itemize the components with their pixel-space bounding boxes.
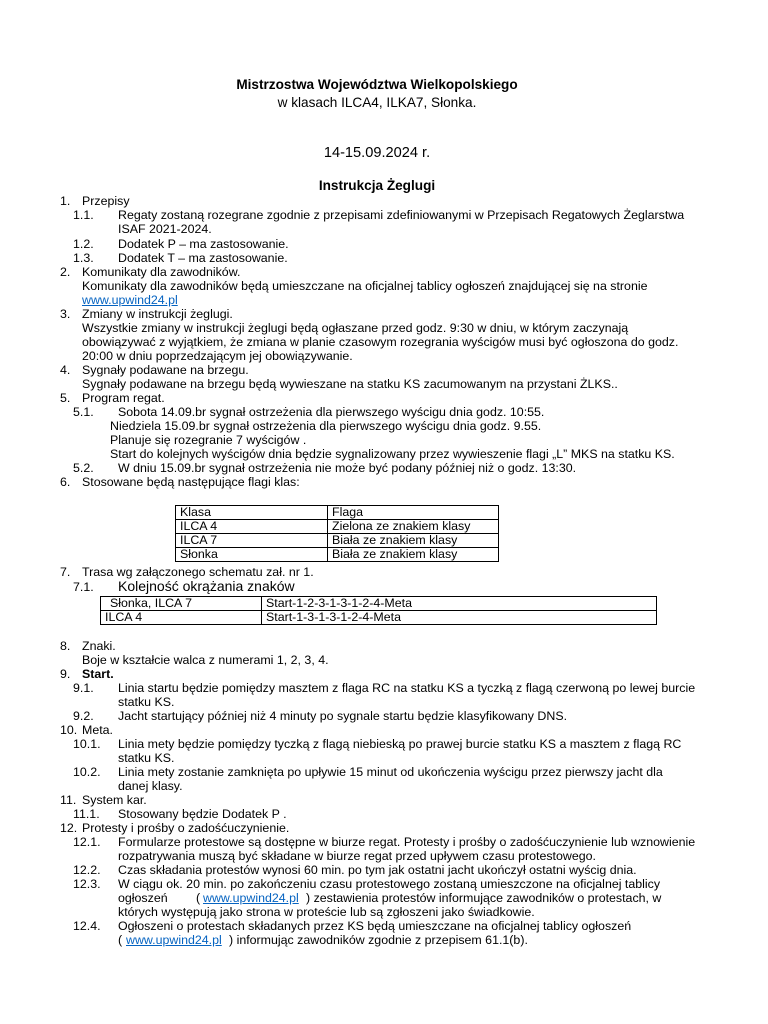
table-cell: Biała ze znakiem klasy: [328, 534, 499, 548]
sailing-instructions-heading: Instrukcja Żeglugi: [318, 178, 436, 193]
section-title: Sygnały podawane na brzegu.: [82, 363, 249, 377]
item-text: ogłoszeń: [118, 891, 168, 905]
section-title: Komunikaty dla zawodników.: [82, 265, 241, 279]
item-text: Dodatek T – ma zastosowanie.: [118, 251, 288, 265]
section-title: Program regat.: [82, 391, 165, 405]
item-text: W ciągu ok. 20 min. po zakończeniu czasu protestowego zostaną umieszczone na oficjalnej tablicy: [118, 877, 661, 891]
item-text: Start do kolejnych wyścigów dnia będzie sygnalizowany przez wywieszenie flagi „L” MKS na statku KS.: [110, 447, 675, 461]
item-number: 1.2.: [73, 237, 94, 251]
item-text: Linia mety zostanie zamknięta po upływie 15 minut od ukończenia wyścigu przez pierwszy jacht dla: [118, 765, 663, 779]
event-date: 14-15.09.2024 r.: [323, 145, 431, 161]
upwind-link[interactable]: www.upwind24.pl: [82, 293, 178, 307]
table-row: [176, 520, 499, 534]
document-title: Mistrzostwa Województwa Wielkopolskiego: [236, 77, 518, 92]
item-number: 5.2.: [73, 461, 94, 475]
course-table: [100, 596, 657, 625]
section-number: 4.: [60, 363, 71, 377]
table-header-cell: Flaga: [328, 506, 499, 520]
item-number: 12.4.: [73, 919, 101, 933]
item-text: Stosowany będzie Dodatek P .: [118, 807, 287, 821]
table-cell: ILCA 7: [176, 534, 328, 548]
item-number: 9.1.: [73, 681, 94, 695]
section-number: 12.: [60, 821, 78, 835]
section-number: 11.: [60, 793, 77, 807]
item-text: Linia mety będzie pomiędzy tyczką z flagą niebieską po prawej burcie statku KS a masztem z flagą RC: [118, 737, 682, 751]
table-row: [176, 548, 499, 562]
section-text: obowiązywać z wyjątkiem, że zmiana w planie czasowym rozegrania wyścigów musi być ogłoszona do godz.: [82, 335, 679, 349]
section-title: Zmiany w instrukcji żeglugi.: [82, 307, 233, 321]
item-text: (: [118, 933, 123, 947]
section-number: 9.: [60, 667, 71, 681]
section-text: Boje w kształcie walca z numerami 1, 2, 3, 4.: [82, 653, 329, 667]
section-number: 10.: [60, 723, 78, 737]
item-text: W dniu 15.09.br sygnał ostrzeżenia nie może być podany później niż o godz. 13:30.: [118, 461, 577, 475]
section-text: 20:00 w dniu poprzedzającym jej obowiązywanie.: [82, 349, 353, 363]
section-number: 7.: [60, 565, 71, 579]
item-text: rozpatrywania muszą być składane w biurze regat przed upływem czasu protestowego.: [118, 849, 596, 863]
item-text: statku KS.: [118, 695, 175, 709]
table-cell: ILCA 4: [101, 611, 262, 625]
item-number: 11.1.: [73, 807, 100, 821]
section-number: 8.: [60, 639, 71, 653]
item-text: Regaty zostaną rozegrane zgodnie z przepisami zdefiniowanymi w Przepisach Regatowych Żeglarstwa: [118, 208, 685, 222]
item-text: Formularze protestowe są dostępne w biurze regat. Protesty i prośby o zadośćuczynienie lub wznowienie: [118, 835, 696, 849]
item-text: ) zestawienia protestów informujące zawodników o protestach, w: [306, 891, 662, 905]
section-title: Meta.: [82, 723, 113, 737]
item-number: 9.2.: [73, 709, 94, 723]
section-number: 1.: [60, 194, 71, 208]
document-subtitle: w klasach ILCA4, ILKA7, Słonka.: [277, 95, 477, 110]
item-text: których występują jako strona w proteście lub są zgłoszeni jako świadkowie.: [118, 905, 535, 919]
item-number: 10.1.: [73, 737, 101, 751]
item-text: ) informując zawodników zgodnie z przepisem 61.1(b).: [229, 933, 528, 947]
table-cell: Słonka, ILCA 7: [101, 597, 262, 611]
upwind-link[interactable]: www.upwind24.pl: [203, 891, 299, 905]
item-number: 12.3.: [73, 877, 101, 891]
table-cell: Słonka: [176, 548, 328, 562]
item-text: Linia startu będzie pomiędzy masztem z flaga RC na statku KS a tyczką z flagą czerwoną po lewej burcie: [118, 681, 696, 695]
section-title: Przepisy: [82, 194, 130, 208]
table-row: [176, 506, 499, 520]
section-title: Znaki.: [82, 639, 116, 653]
table-cell: Biała ze znakiem klasy: [328, 548, 499, 562]
item-text: Czas składania protestów wynosi 60 min. po tym jak ostatni jacht ukończył ostatni wyścig dnia.: [118, 863, 637, 877]
section-number: 5.: [60, 391, 71, 405]
item-text: danej klasy.: [118, 779, 183, 793]
section-title: Trasa wg załączonego schematu zał. nr 1.: [82, 565, 314, 579]
table-row: [176, 534, 499, 548]
table-cell: ILCA 4: [176, 520, 328, 534]
table-cell: Start-1-3-1-3-1-2-4-Meta: [262, 611, 657, 625]
item-text: Kolejność okrążania znaków: [118, 578, 295, 594]
section-number: 2.: [60, 265, 71, 279]
section-text: Wszystkie zmiany w instrukcji żeglugi będą ogłaszane przed godz. 9:30 w dniu, w którym zaczynają: [82, 321, 629, 335]
section-number: 3.: [60, 307, 71, 321]
class-flags-table: [175, 505, 499, 562]
item-text: Niedziela 15.09.br sygnał ostrzeżenia dla pierwszego wyścigu dnia godz. 9.55.: [110, 419, 542, 433]
table-row: [101, 597, 657, 611]
section-text: Komunikaty dla zawodników będą umieszczane na oficjalnej tablicy ogłoszeń znajdującej się na stronie: [82, 279, 648, 293]
item-text: Ogłoszeni o protestach składanych przez KS będą umieszczane na oficjalnej tablicy ogłoszeń: [118, 919, 632, 933]
item-number: 12.1.: [73, 835, 101, 849]
section-title: Protesty i prośby o zadośćuczynienie.: [82, 821, 290, 835]
item-text: (: [196, 891, 201, 905]
item-text: Dodatek P – ma zastosowanie.: [118, 237, 289, 251]
item-text: ISAF 2021-2024.: [118, 222, 212, 236]
section-number: 6.: [60, 475, 71, 489]
item-text: statku KS.: [118, 751, 175, 765]
table-cell: Zielona ze znakiem klasy: [328, 520, 499, 534]
item-number: 12.2.: [73, 863, 101, 877]
item-number: 1.3.: [73, 251, 94, 265]
section-title: Stosowane będą następujące flagi klas:: [82, 475, 300, 489]
item-number: 1.1.: [73, 208, 94, 222]
item-number: 5.1.: [73, 405, 94, 419]
item-number: 7.1.: [73, 580, 94, 594]
upwind-link[interactable]: www.upwind24.pl: [126, 933, 222, 947]
table-row: [101, 611, 657, 625]
section-title: Start.: [82, 667, 114, 681]
section-text: Sygnały podawane na brzegu będą wywieszane na statku KS zacumowanym na przystani ŻLKS..: [82, 377, 618, 391]
item-text: Planuje się rozegranie 7 wyścigów .: [110, 433, 307, 447]
table-header-cell: Klasa: [176, 506, 328, 520]
item-text: Sobota 14.09.br sygnał ostrzeżenia dla pierwszego wyścigu dnia godz. 10:55.: [118, 405, 545, 419]
item-number: 10.2.: [73, 765, 101, 779]
table-cell: Start-1-2-3-1-3-1-2-4-Meta: [262, 597, 657, 611]
item-text: Jacht startujący później niż 4 minuty po sygnale startu będzie klasyfikowany DNS.: [118, 709, 568, 723]
section-title: System kar.: [82, 793, 147, 807]
